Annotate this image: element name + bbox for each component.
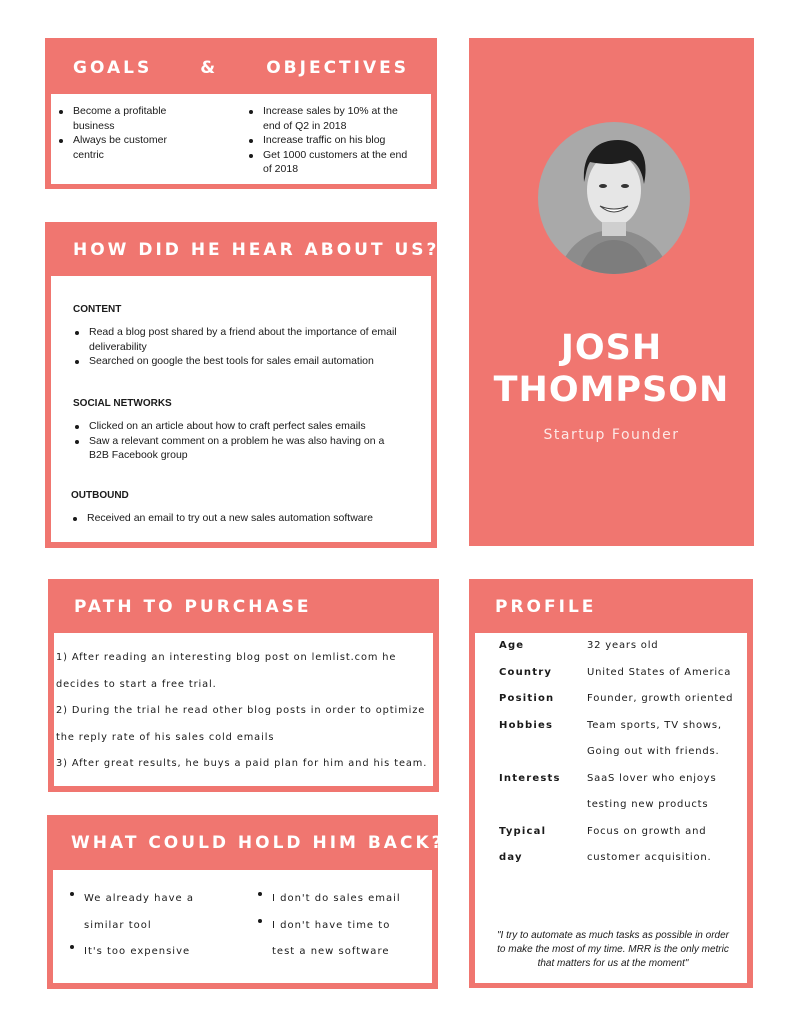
profile-value: customer acquisition. [587,852,712,863]
profile-value: Going out with friends. [587,746,720,757]
list-item: Always be customer centric [59,133,184,162]
hear-body [51,276,431,542]
list-item: I don't have time to test a new software [258,913,408,966]
persona-quote: "I try to automate as much tasks as possible in order to make the most of my time. MRR is the only metric that matters for us at the moment" [497,930,729,969]
profile-label: Typical [499,825,547,837]
holdback-right-list [258,886,408,966]
list-item: It's too expensive [70,939,205,966]
persona-role: Startup Founder [543,427,680,443]
profile-value: 32 years old [587,640,659,651]
profile-row-country [475,660,747,686]
holdback-card [47,815,445,989]
holdback-body [53,870,432,983]
profile-row-position [475,686,747,712]
content-list [75,325,415,369]
list-item: Increase traffic on his blog [249,133,409,148]
persona-last-name: THOMPSON [493,370,730,410]
list-item: Increase sales by 10% at the end of Q2 in 2018 [249,104,409,133]
profile-label: Interests [499,772,561,784]
goals-body [51,94,431,184]
list-item: We already have a similar tool [70,886,205,939]
profile-body [475,633,747,983]
path-body [54,633,433,786]
list-item: Received an email to try out a new sales automation software [73,511,413,526]
profile-row-interests-cont [475,792,747,818]
goals-title-word: OBJECTIVES [266,58,409,78]
path-card [48,579,439,792]
goals-title-word: GOALS [73,58,153,78]
path-line: 2) During the trial he read other blog posts in order to optimize [56,705,426,716]
outbound-list [73,511,413,526]
profile-value: testing new products [587,799,709,810]
profile-row-hobbies-cont [475,739,747,765]
hear-card [45,222,440,548]
profile-title: PROFILE [495,597,597,617]
holdback-title: WHAT COULD HOLD HIM BACK? [71,833,445,853]
list-item: Become a profitable business [59,104,184,133]
list-item: Saw a relevant comment on a problem he was also having on a B2B Facebook group [75,434,405,463]
path-text [56,645,434,778]
list-item: Get 1000 customers at the end of 2018 [249,148,409,177]
profile-label: Hobbies [499,719,554,731]
avatar [538,122,690,274]
profile-row-age [475,633,747,659]
holdback-left-list [70,886,205,966]
profile-card [469,579,753,988]
person-portrait-icon [538,122,690,274]
profile-label: day [499,852,523,863]
persona-hero-card [469,38,754,546]
social-networks-list [75,419,405,463]
profile-value: Focus on growth and [587,825,707,837]
goals-title [73,58,409,78]
path-title: PATH TO PURCHASE [74,597,312,617]
profile-row-interests [475,766,747,792]
list-item: Read a blog post shared by a friend about the importance of email deliverability [75,325,415,354]
goals-title-ampersand: & [200,58,219,78]
goals-right-list [249,104,409,177]
path-line: 3) After great results, he buys a paid plan for him and his team. [56,758,428,769]
persona-first-name: JOSH [560,328,663,368]
path-line: 1) After reading an interesting blog post on lemlist.com he [56,652,397,663]
profile-row-typical-day [475,819,747,845]
profile-value: Team sports, TV shows, [587,719,722,731]
profile-value: SaaS lover who enjoys [587,772,717,784]
profile-value: Founder, growth oriented [587,693,734,704]
path-line: decides to start a free trial. [56,678,217,690]
social-networks-heading: SOCIAL NETWORKS [73,398,172,409]
path-line: the reply rate of his sales cold emails [56,731,275,743]
list-item: Searched on google the best tools for sales email automation [75,354,415,369]
profile-row-typical-day-cont [475,845,747,871]
outbound-heading: OUTBOUND [71,490,129,501]
goals-card [45,38,437,189]
list-item: I don't do sales email [258,886,408,913]
profile-label: Position [499,693,555,704]
content-heading: CONTENT [73,304,122,315]
profile-label: Age [499,640,525,651]
profile-row-hobbies [475,713,747,739]
list-item: Clicked on an article about how to craft perfect sales emails [75,419,405,434]
hear-title: HOW DID HE HEAR ABOUT US? [73,240,440,260]
profile-value: United States of America [587,666,732,678]
goals-left-list [59,104,184,162]
profile-label: Country [499,666,553,678]
